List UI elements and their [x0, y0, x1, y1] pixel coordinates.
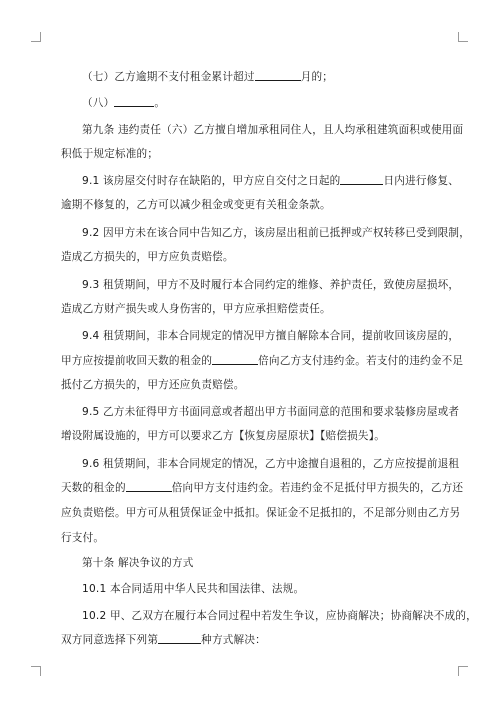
paragraph-line: 积低于规定标准的； — [61, 148, 159, 160]
clause-8-tail: 。 — [154, 97, 166, 109]
paragraph-line: 应负责赔偿。甲方可从租赁保证金中抵扣。保证金不足抵扣的，不足部分则由乙方另 — [61, 507, 461, 519]
clause-9-6-tail: 倍向甲方支付违约金。若违约金不足抵付甲方损失的，乙方还 — [171, 482, 464, 494]
clause-9-1 — [61, 174, 472, 188]
crop-mark-top-left — [31, 32, 41, 42]
paragraph-line: 逾期不修复的，乙方可以减少租金或变更有关租金条款。 — [61, 199, 331, 211]
clause-10-2: 10.2 甲、乙双方在履行本合同过程中若发生争议，应协商解决；协商解决不成的， — [82, 610, 477, 622]
clause-9-1-text: 9.1 该房屋交付时存在缺陷的，甲方应自交付之日起的 — [82, 175, 341, 187]
blank-field — [212, 354, 258, 365]
paragraph-line: 行支付。 — [61, 532, 105, 544]
blank-field — [158, 633, 201, 644]
clause-9-4-text: 甲方应按提前收回天数的租金的 — [61, 355, 213, 367]
article-9-heading: 第九条 违约责任（六）乙方擅自增加承租同住人，且人均承租建筑面积或使用面 — [82, 124, 464, 136]
blank-field — [255, 70, 301, 81]
clause-10-2-text: 双方同意选择下列第 — [61, 634, 159, 646]
blank-field — [114, 96, 154, 107]
crop-mark-top-right — [458, 32, 468, 42]
crop-mark-bottom-right — [458, 666, 468, 676]
clause-8-text: （八） — [82, 97, 115, 109]
clause-7-tail: 月的； — [300, 71, 334, 83]
paragraph-line — [61, 481, 464, 495]
clause-9-5: 9.5 乙方未征得甲方书面同意或者超出甲方书面同意的范围和要求装修房屋或者 — [82, 406, 460, 418]
clause-10-2-tail: 种方式解决： — [201, 634, 266, 646]
clause-8 — [61, 96, 472, 110]
clause-10-1: 10.1 本合同适用中华人民共和国法律、法规。 — [82, 583, 305, 595]
paragraph-line: 造成乙方财产损失或人身伤害的，甲方应承担赔偿责任。 — [61, 303, 331, 315]
clause-9-6-text: 天数的租金的 — [61, 482, 126, 494]
paragraph-line: 增设附属设施的，甲方可以要求乙方【恢复房屋原状】【赔偿损失】。 — [61, 430, 386, 442]
crop-mark-bottom-left — [31, 666, 41, 676]
clause-9-4-tail: 倍向乙方支付违约金。若支付的违约金不足 — [258, 355, 464, 367]
blank-field — [126, 481, 172, 492]
article-10-heading: 第十条 解决争议的方式 — [82, 557, 194, 569]
clause-9-6: 9.6 租赁期间，非本合同规定的情况，乙方中途擅自退租的，乙方应按提前退租 — [82, 458, 460, 470]
clause-9-3: 9.3 租赁期间，甲方不及时履行本合同约定的维修、养护责任，致使房屋损坏， — [82, 279, 460, 291]
paragraph-line — [61, 633, 451, 647]
paragraph-line: 造成乙方损失的，甲方应负责赔偿。 — [61, 251, 234, 263]
clause-9-2: 9.2 因甲方未在该合同中告知乙方，该房屋出租前已抵押或产权转移已受到限制， — [82, 227, 470, 239]
paragraph-line: 抵付乙方损失的，甲方还应负责赔偿。 — [61, 379, 245, 391]
clause-9-1-tail: 日内进行修复、 — [383, 175, 460, 187]
clause-7 — [61, 70, 472, 84]
clause-7-text: （七）乙方逾期不支付租金累计超过 — [82, 71, 255, 83]
clause-9-4: 9.4 租赁期间，非本合同规定的情况甲方擅自解除本合同，提前收回该房屋的， — [82, 330, 460, 342]
paragraph-line — [61, 354, 464, 368]
blank-field — [340, 174, 383, 185]
